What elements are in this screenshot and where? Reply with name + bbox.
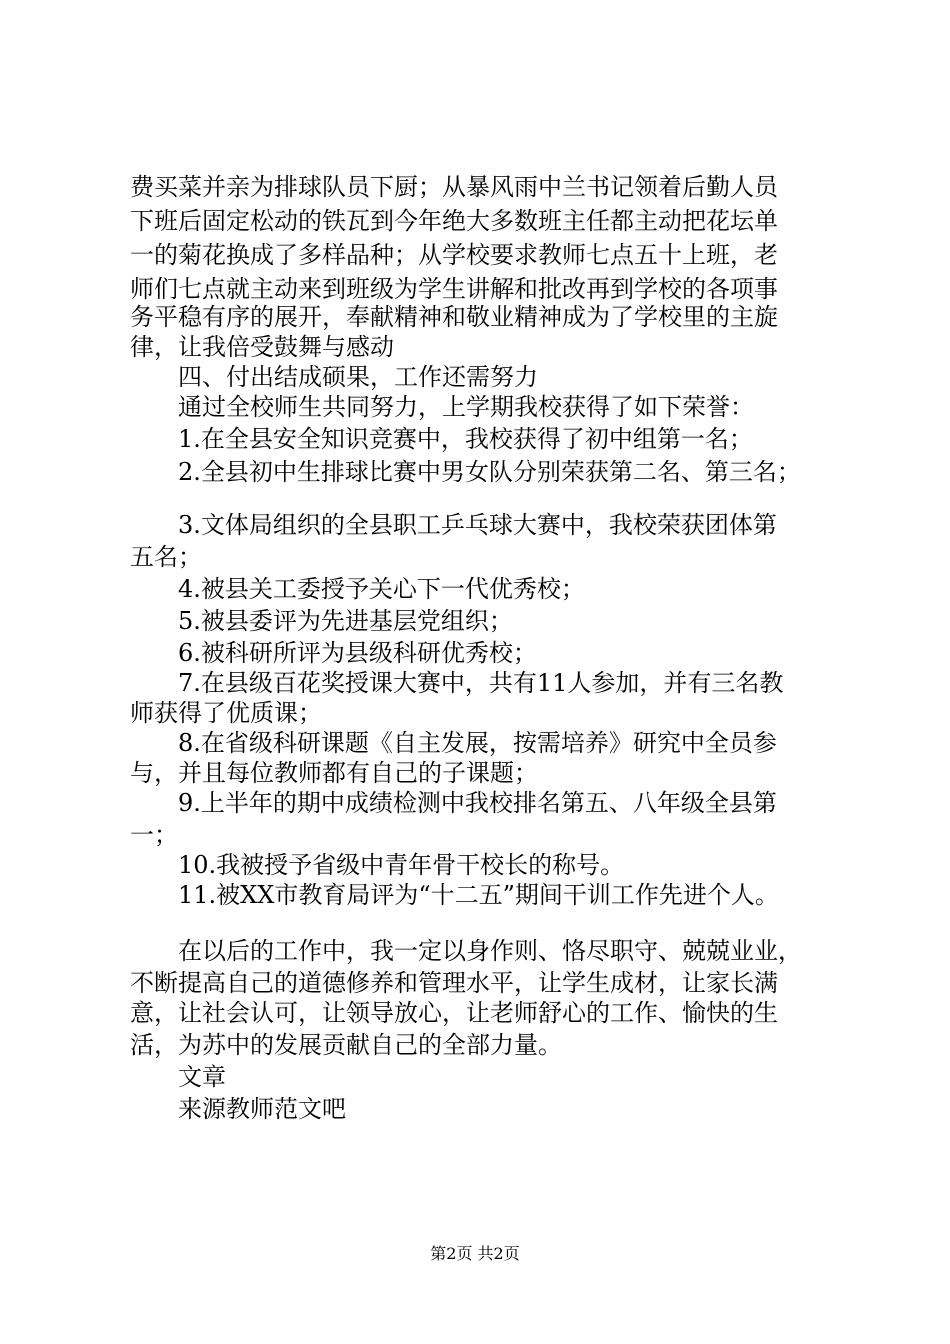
text-line: 一的菊花换成了多样品种；从学校要求教师七点五十上班，老 — [130, 241, 778, 269]
list-item: 6.被科研所评为县级科研优秀校； — [178, 639, 537, 667]
list-item: 7.在县级百花奖授课大赛中，共有11人参加，并有三名教 — [178, 669, 784, 697]
text-line: 不断提高自己的道德修养和管理水平，让学生成材，让家长满 — [130, 969, 778, 997]
list-item: 5.被县委评为先进基层党组织； — [178, 607, 513, 635]
text-line: 意，让社会认可，让领导放心，让老师舒心的工作、愉快的生 — [130, 999, 778, 1027]
section-heading: 四、付出结成硕果，工作还需努力 — [178, 363, 538, 391]
list-item: 11.被XX市教育局评为“十二五”期间干训工作先进个人。 — [178, 881, 779, 909]
text-line: 在以后的工作中，我一定以身作则、恪尽职守、兢兢业业， — [178, 937, 802, 965]
list-item: 8.在省级科研课题《自主发展，按需培养》研究中全员参 — [178, 729, 777, 757]
text-line: 师们七点就主动来到班级为学生讲解和批改再到学校的各项事 — [130, 275, 778, 303]
list-item: 3.文体局组织的全县职工乒乓球大赛中，我校荣获团体第 — [178, 511, 777, 539]
page-number-footer: 第2页 共2页 — [430, 1244, 520, 1263]
text-line: 下班后固定松动的铁瓦到今年绝大多数班主任都主动把花坛单 — [130, 207, 778, 235]
text-line: 一； — [130, 821, 178, 849]
list-item: 10.我被授予省级中青年骨干校长的称号。 — [178, 851, 625, 879]
list-item: 4.被县关工委授予关心下一代优秀校； — [178, 575, 585, 603]
text-line: 活，为苏中的发展贡献自己的全部力量。 — [130, 1031, 562, 1059]
text-line: 与，并且每位教师都有自己的子课题； — [130, 759, 538, 787]
list-item: 2.全县初中生排球比赛中男女队分别荣获第二名、第三名； — [178, 458, 801, 486]
text-line: 费买菜并亲为排球队员下厨；从暴风雨中兰书记领着后勤人员 — [130, 173, 778, 201]
text-line: 务平稳有序的展开，奉献精神和敬业精神成为了学校里的主旋 — [130, 303, 778, 331]
text-line: 师获得了优质课； — [130, 699, 322, 727]
text-line: 文章 — [178, 1063, 226, 1091]
text-line: 通过全校师生共同努力，上学期我校获得了如下荣誉： — [178, 393, 754, 421]
text-line: 来源教师范文吧 — [178, 1095, 346, 1123]
text-line: 五名； — [130, 543, 202, 571]
list-item: 9.上半年的期中成绩检测中我校排名第五、八年级全县第 — [178, 789, 777, 817]
text-line: 律，让我倍受鼓舞与感动 — [130, 333, 394, 361]
list-item: 1.在全县安全知识竞赛中，我校获得了初中组第一名； — [178, 425, 753, 453]
